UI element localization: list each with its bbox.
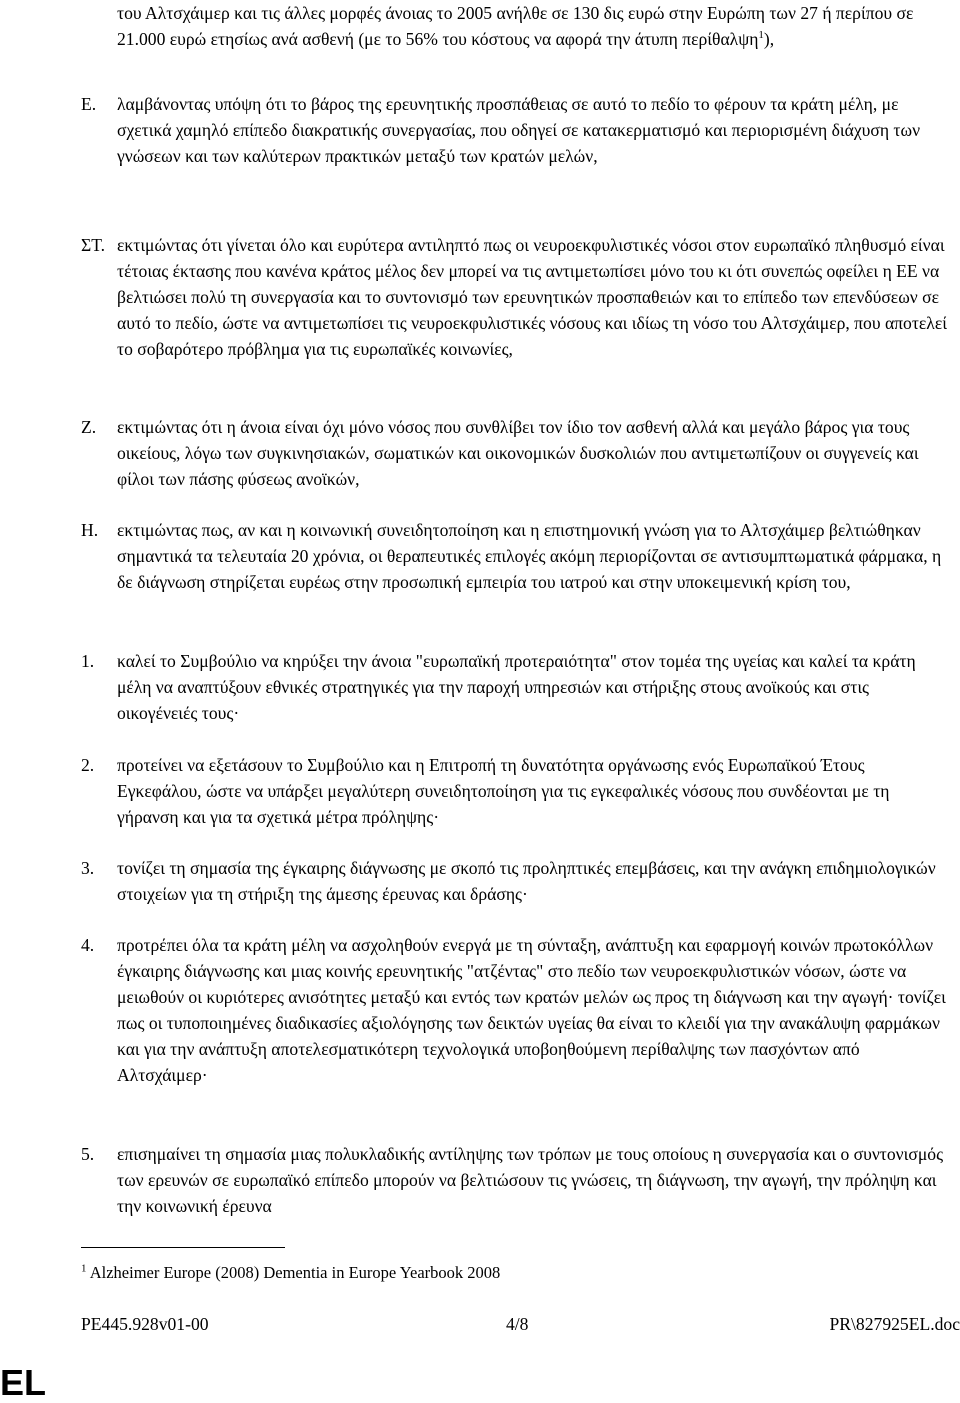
paragraph-4 — [81, 932, 953, 1088]
paragraph-text: καλεί το Συμβούλιο να κηρύξει την άνοια "ευρωπαϊκή προτεραιότητα" στον τομέα της υγείας και καλεί τα κράτη μέλη να αναπτύξουν εθνικές στρατηγικές για την παροχή υπηρεσιών και στήριξης στους ανοϊκούς και στις οικογένειές τους· — [117, 651, 916, 723]
recital-h — [81, 517, 953, 595]
paragraph-2 — [81, 752, 953, 830]
recital-text: λαμβάνοντας υπόψη ότι το βάρος της ερευνητικής προσπάθειας σε αυτό το πεδίο το φέρουν τα κράτη μέλη, με σχετικά χαμηλό επίπεδο διακρατικής συνεργασίας, που οδηγεί σε κατακερματισμό και περιορισμένη διάχυση των γνώσεων και των καλύτερων πρακτικών μεταξύ των κρατών μελών, — [117, 94, 921, 166]
recital-st — [81, 232, 953, 362]
recital-marker: ΣΤ. — [81, 235, 106, 255]
page-footer — [81, 1311, 960, 1337]
paragraph-1 — [81, 648, 953, 726]
recital-marker: Η. — [81, 520, 99, 540]
paragraph-number: 4. — [81, 935, 95, 955]
recital-marker: E. — [81, 94, 97, 114]
intro-text: του Αλτσχάιμερ και τις άλλες μορφές άνοιας το 2005 ανήλθε σε 130 δις ευρώ στην Ευρώπη των 27 ή περίπου σε 21.000 ευρώ ετησίως ανά ασθενή (με το 56% του κόστους να αφορά την άτυπη περίθαλψη — [117, 3, 914, 49]
intro-paragraph — [117, 0, 947, 52]
recital-text: εκτιμώντας ότι γίνεται όλο και ευρύτερα αντιληπτό πως οι νευροεκφυλιστικές νόσοι στον ευρωπαϊκό πληθυσμό είναι τέτοιας έκτασης που κανένα κράτος μέλος δεν μπορεί να τις αντιμετωπίσει μόνο του κι ότι συνεπώς οφείλει η ΕΕ να βελτιώσει πολύ τη συνεργασία και το συντονισμό των ερευνητικών προσπαθειών και το επίπεδο των επενδύσεων σε αυτό το πεδίο, ώστε να αντιμετωπίσει τις νευροεκφυλιστικές νόσους και ιδίως τη νόσο του Αλτσχάιμερ, που αποτελεί το σοβαρότερο πρόβλημα για τις ευρωπαϊκές κοινωνίες, — [117, 235, 947, 359]
paragraph-text: επισημαίνει τη σημασία μιας πολυκλαδικής αντίληψης των τρόπων με τους οποίους η συνεργασία και ο συντονισμός των ερευνών σε ευρωπαϊκό επίπεδο μπορούν να βελτιώσουν τις γνώσεις, τη διάγνωση, την αγωγή, την πρόληψη και την κοινωνική έρευνα — [117, 1144, 944, 1216]
footnote-reference[interactable]: 1 — [758, 29, 764, 42]
intro-tail: ), — [763, 29, 775, 49]
language-tag: EL — [0, 1362, 47, 1403]
paragraph-number: 2. — [81, 755, 95, 775]
paragraph-number: 1. — [81, 651, 95, 671]
footnote-number: 1 — [81, 1262, 87, 1275]
file-name: PR\827925EL.doc — [829, 1314, 960, 1334]
paragraph-number: 3. — [81, 858, 95, 878]
recital-text: εκτιμώντας πως, αν και η κοινωνική συνειδητοποίηση και η επιστημονική γνώση για το Αλτσχάιμερ βελτιώθηκαν σημαντικά τα τελευταία 20 χρόνια, οι θεραπευτικές επιλογές ακόμη περιορίζονται σε αντισυμπτωματικά φάρμακα, η δε διάγνωση στηρίζεται ευρέως στην προσωπική εμπειρία του ιατρού και στην υποκειμενική κρίση του, — [117, 520, 942, 592]
recital-marker: Ζ. — [81, 417, 97, 437]
footnote-text: Alzheimer Europe (2008) Dementia in Europe Yearbook 2008 — [89, 1263, 501, 1282]
footnote — [81, 1262, 500, 1284]
paragraph-5 — [81, 1141, 953, 1219]
recital-e — [81, 91, 953, 169]
paragraph-text: προτείνει να εξετάσουν το Συμβούλιο και η Επιτροπή τη δυνατότητα οργάνωσης ενός Ευρωπαϊκού Έτους Εγκεφάλου, ώστε να υπάρξει μεγαλύτερη συνειδητοποίηση για τις εγκεφαλικές νόσους που συνδέονται με τη γήρανση και για τα σχετικά μέτρα πρόληψης· — [117, 755, 890, 827]
recital-z — [81, 414, 953, 492]
page-number: 4/8 — [506, 1314, 529, 1334]
footnote-divider — [81, 1247, 285, 1248]
document-reference: PE445.928v01-00 — [81, 1314, 209, 1334]
paragraph-text: προτρέπει όλα τα κράτη μέλη να ασχοληθούν ενεργά με τη σύνταξη, ανάπτυξη και εφαρμογή κοινών πρωτοκόλλων έγκαιρης διάγνωσης και μιας κοινής ερευνητικής "ατζέντας" στο πεδίο των νευροεκφυλιστικών νόσων, ώστε να μειωθούν οι κυριότερες ανισότητες μεταξύ και εντός των κρατών μελών ως προς τη διάγνωση και την αγωγή· τονίζει πως οι τυποποιημένες διαδικασίες αξιολόγησης των δεικτών υγείας θα είναι το κλειδί για την ανακάλυψη φαρμάκων και για την ανάπτυξη αποτελεσματικότερη τεχνολογικά υποβοηθούμενη περίθαλψης των πασχόντων από Αλτσχάιμερ· — [117, 935, 946, 1085]
paragraph-3 — [81, 855, 953, 907]
paragraph-text: τονίζει τη σημασία της έγκαιρης διάγνωσης με σκοπό τις προληπτικές επεμβάσεις, και την ανάγκη επιδημιολογικών στοιχείων για τη στήριξη της άμεσης έρευνας και δράσης· — [117, 858, 936, 904]
recital-text: εκτιμώντας ότι η άνοια είναι όχι μόνο νόσος που συνθλίβει τον ίδιο τον ασθενή αλλά και μεγάλο βάρος για τους οικείους, λόγω των συγκινησιακών, σωματικών και οικονομικών δυσκολιών που αντιμετωπίζουν οι συγγενείς και φίλοι των πάσης φύσεως ανοϊκών, — [117, 417, 919, 489]
paragraph-number: 5. — [81, 1144, 95, 1164]
